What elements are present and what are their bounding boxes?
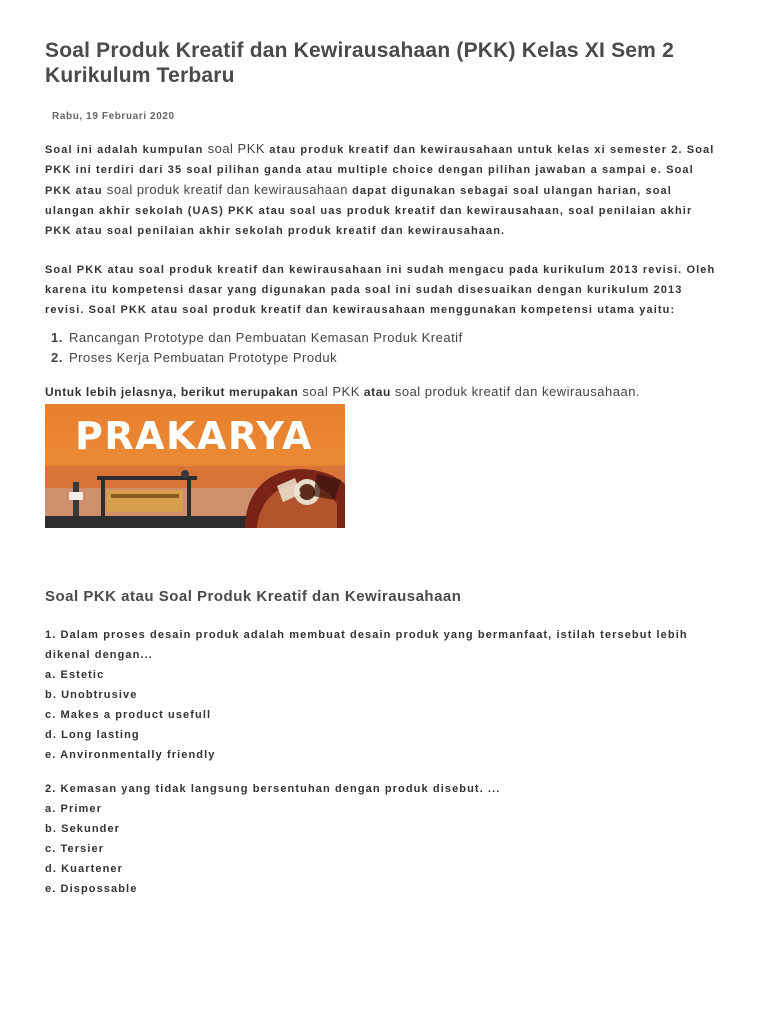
answer-option: b. Sekunder [45, 823, 121, 835]
post-date: Rabu, 19 Februari 2020 [52, 111, 175, 122]
answer-option: e. Dispossable [45, 883, 138, 895]
answer-option: a. Estetic [45, 669, 105, 681]
intro-keyword: soal PKK [207, 141, 266, 156]
intro-text: atau [359, 385, 395, 399]
competency-item: 1. Rancangan Prototype dan Pembuatan Kemasan Produk Kreatif [67, 328, 722, 348]
intro-paragraph-1 [45, 139, 722, 241]
answer-option: c. Makes a product usefull [45, 709, 212, 721]
answer-option: a. Primer [45, 803, 102, 815]
question-text: 2. Kemasan yang tidak langsung bersentuhan dengan produk disebut. ... [45, 783, 501, 795]
answer-option: c. Tersier [45, 843, 105, 855]
intro-text: Untuk lebih jelasnya, berikut merupakan [45, 385, 303, 399]
answer-option: e. Anvironmentally friendly [45, 749, 216, 761]
prakarya-banner-image [45, 404, 345, 528]
competency-item: 2. Proses Kerja Pembuatan Prototype Produk [67, 348, 722, 368]
section-title: Soal PKK atau Soal Produk Kreatif dan Kewirausahaan [45, 588, 462, 605]
intro-keyword: soal produk kreatif dan kewirausahaan [106, 182, 348, 197]
competency-list [45, 328, 722, 368]
banner-title: PRAKARYA [75, 414, 313, 458]
intro-paragraph-2: Soal PKK atau soal produk kreatif dan kewirausahaan ini sudah mengacu pada kurikulum 2013 revisi. Oleh karena itu kompetensi dasar yang digunakan pada soal ini sudah disesuaikan dengan kurikulum 2013 revisi. Soal PKK atau soal produk kreatif dan kewirausahaan menggunakan kompetensi utama yaitu: [45, 264, 716, 316]
intro-keyword: soal PKK [302, 384, 360, 399]
question-block [45, 779, 722, 899]
answer-option: d. Long lasting [45, 729, 140, 741]
question-block [45, 625, 722, 765]
intro-text: atau produk kreatif dan kewirausahaan untuk kelas xi semester 2. Soal PKK ini terdiri dari 35 soal pilihan ganda atau multiple choice dengan pilihan jawaban a sampai e. Soal PKK atau [45, 144, 715, 197]
page-title: Soal Produk Kreatif dan Kewirausahaan (PKK) Kelas XI Sem 2 Kurikulum Terbaru [45, 39, 674, 87]
intro-text: dapat digunakan sebagai soal ulangan harian, soal ulangan akhir sekolah (UAS) PKK atau soal uas produk kreatif dan kewirausahaan, soal penilaian akhir PKK atau soal penilaian akhir sekolah produk kreatif dan kewirausahaan. [45, 185, 693, 237]
answer-option: d. Kuartener [45, 863, 123, 875]
intro-keyword: soal produk kreatif dan kewirausahaan. [394, 384, 641, 399]
intro-paragraph-3 [45, 382, 722, 402]
answer-option: b. Unobtrusive [45, 689, 138, 701]
intro-text: Soal ini adalah kumpulan [45, 144, 208, 156]
question-text: 1. Dalam proses desain produk adalah membuat desain produk yang bermanfaat, istilah tersebut lebih dikenal dengan... [45, 629, 688, 661]
